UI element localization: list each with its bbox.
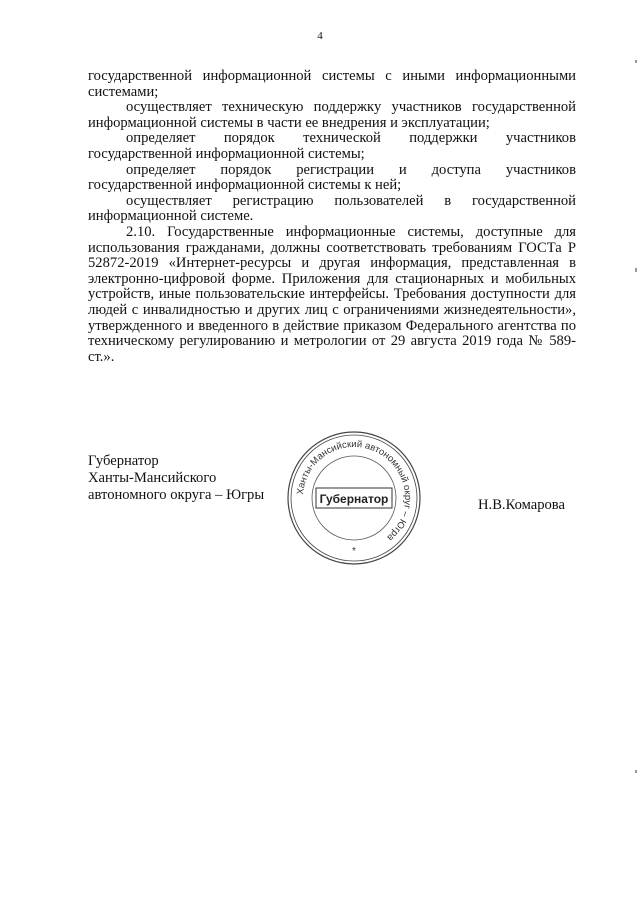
- seal-ring-text: Ханты-Мансийский автономный округ – Югра: [295, 438, 414, 544]
- paragraph: определяет порядок регистрации и доступа участников государственной информационной системы к ней;: [88, 161, 576, 194]
- signatory-name: Н.В.Комарова: [478, 497, 565, 513]
- official-seal: [286, 430, 422, 566]
- paragraph: осуществляет техническую поддержку участников государственной информационной системы в части ее внедрения и эксплуатации;: [88, 99, 576, 131]
- position-line: автономного округа – Югры: [88, 487, 265, 503]
- page-number: 4: [317, 30, 323, 42]
- position-line: Ханты-Мансийского: [88, 470, 217, 486]
- seal-center-text: Губернатор: [319, 492, 389, 506]
- paragraph: 2.10. Государственные информационные системы, доступные для использования гражданами, должны соответствовать требованиям ГОСТа Р 52872-2019 «Интернет-ресурсы и другая информация, представленная в электронно-цифровой форме. Приложения для стационарных и мобильных устройств, иные пользовательские интерфейсы. Требования доступности для людей с инвалидностью и других лиц с ограничениями жизнедеятельности», утвержденного и введенного в действие приказом Федерального агентства по техническому регулированию и метрологии от 29 августа 2019 года № 589-ст.».: [88, 223, 576, 365]
- paragraph: государственной информационной системы с иными информационными системами;: [88, 68, 576, 100]
- paragraph: определяет порядок технической поддержки участников государственной информационной системы;: [88, 130, 576, 162]
- seal-star: *: [352, 546, 356, 557]
- signatory-position: [88, 453, 264, 504]
- paragraph: осуществляет регистрацию пользователей в государственной информационной системе.: [88, 192, 576, 225]
- scan-speck: [635, 268, 637, 272]
- position-line: Губернатор: [88, 453, 159, 469]
- scan-speck: [635, 770, 637, 773]
- body-text: [88, 69, 576, 365]
- scan-speck: [635, 60, 637, 63]
